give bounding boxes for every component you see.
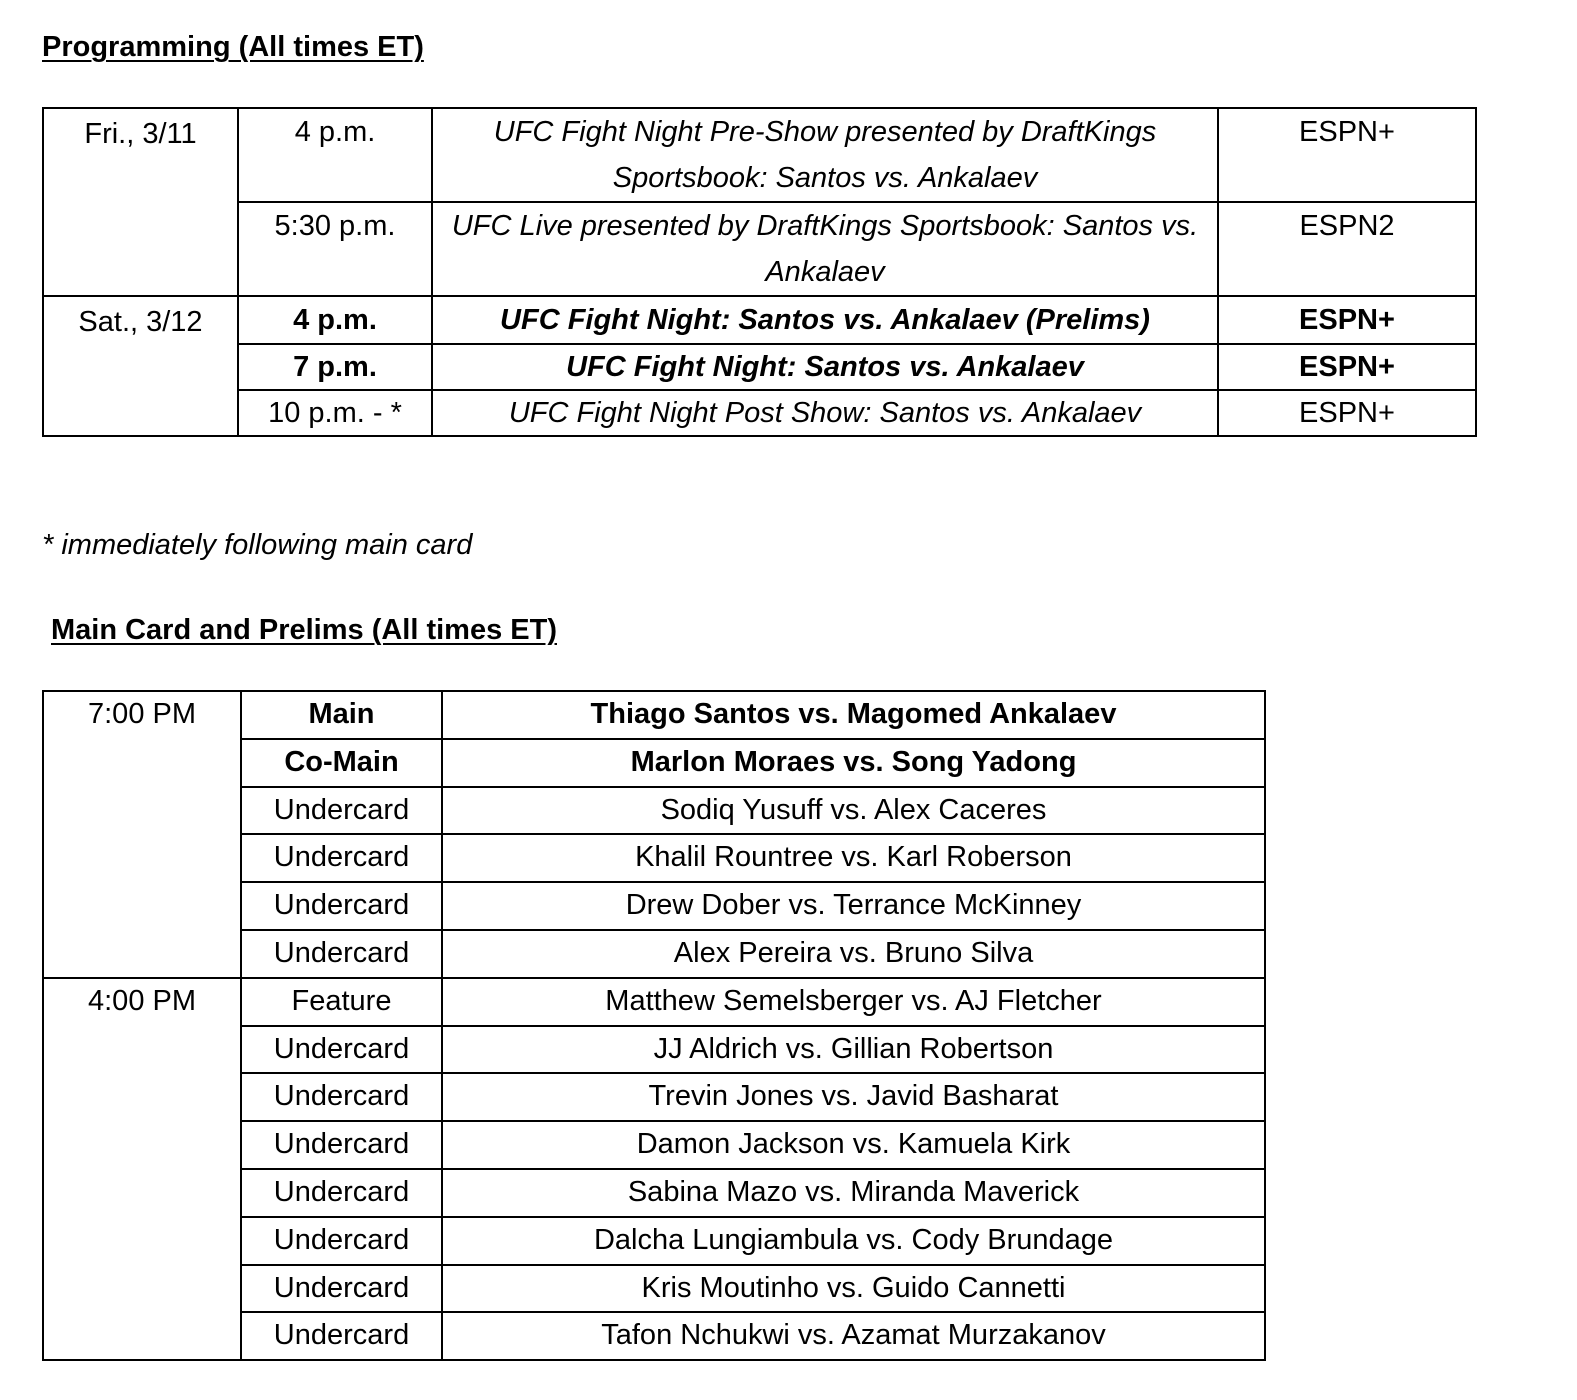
bout-cell: Trevin Jones vs. Javid Basharat (442, 1073, 1265, 1121)
time-cell: 5:30 p.m. (238, 202, 432, 296)
bout-cell: Alex Pereira vs. Bruno Silva (442, 930, 1265, 978)
group-time-cell: 4:00 PM (43, 978, 241, 1360)
main-card-heading: Main Card and Prelims (All times ET) (51, 614, 557, 646)
position-cell: Undercard (241, 1169, 442, 1217)
day-cell: Fri., 3/11 (43, 108, 238, 296)
bout-cell: Thiago Santos vs. Magomed Ankalaev (442, 691, 1265, 739)
position-cell: Main (241, 691, 442, 739)
bout-row (43, 691, 1265, 739)
bout-cell: Marlon Moraes vs. Song Yadong (442, 739, 1265, 787)
network-cell: ESPN+ (1218, 390, 1476, 436)
network-cell: ESPN+ (1218, 296, 1476, 344)
group-time-cell: 7:00 PM (43, 691, 241, 978)
position-cell: Feature (241, 978, 442, 1026)
position-cell: Undercard (241, 1312, 442, 1360)
position-cell: Undercard (241, 834, 442, 882)
program-cell: UFC Fight Night Post Show: Santos vs. Ankalaev (432, 390, 1218, 436)
programming-row (43, 202, 1476, 296)
position-cell: Undercard (241, 1217, 442, 1265)
bout-cell: Kris Moutinho vs. Guido Cannetti (442, 1265, 1265, 1313)
network-cell: ESPN+ (1218, 344, 1476, 390)
time-cell: 4 p.m. (238, 296, 432, 344)
position-cell: Undercard (241, 1121, 442, 1169)
bout-cell: Tafon Nchukwi vs. Azamat Murzakanov (442, 1312, 1265, 1360)
time-cell: 10 p.m. - * (238, 390, 432, 436)
position-cell: Undercard (241, 882, 442, 930)
program-cell: UFC Live presented by DraftKings Sportsbook: Santos vs. Ankalaev (432, 202, 1218, 296)
position-cell: Undercard (241, 787, 442, 835)
bout-cell: Sabina Mazo vs. Miranda Maverick (442, 1169, 1265, 1217)
network-cell: ESPN+ (1218, 108, 1476, 202)
position-cell: Undercard (241, 930, 442, 978)
bout-cell: Dalcha Lungiambula vs. Cody Brundage (442, 1217, 1265, 1265)
bout-cell: Khalil Rountree vs. Karl Roberson (442, 834, 1265, 882)
programming-heading: Programming (All times ET) (42, 31, 424, 63)
time-cell: 7 p.m. (238, 344, 432, 390)
day-cell: Sat., 3/12 (43, 296, 238, 436)
position-cell: Undercard (241, 1265, 442, 1313)
time-cell: 4 p.m. (238, 108, 432, 202)
programming-row (43, 296, 1476, 344)
position-cell: Undercard (241, 1073, 442, 1121)
programming-row (43, 344, 1476, 390)
programming-row (43, 108, 1476, 202)
bout-cell: JJ Aldrich vs. Gillian Robertson (442, 1026, 1265, 1074)
bout-cell: Damon Jackson vs. Kamuela Kirk (442, 1121, 1265, 1169)
bout-row (43, 978, 1265, 1026)
position-cell: Co-Main (241, 739, 442, 787)
footnote: * immediately following main card (42, 529, 473, 561)
programming-table (42, 107, 1477, 437)
program-cell: UFC Fight Night Pre-Show presented by DraftKings Sportsbook: Santos vs. Ankalaev (432, 108, 1218, 202)
program-cell: UFC Fight Night: Santos vs. Ankalaev (Prelims) (432, 296, 1218, 344)
program-cell: UFC Fight Night: Santos vs. Ankalaev (432, 344, 1218, 390)
position-cell: Undercard (241, 1026, 442, 1074)
bout-cell: Matthew Semelsberger vs. AJ Fletcher (442, 978, 1265, 1026)
bout-cell: Sodiq Yusuff vs. Alex Caceres (442, 787, 1265, 835)
bout-cell: Drew Dober vs. Terrance McKinney (442, 882, 1265, 930)
programming-row (43, 390, 1476, 436)
fight-card-table (42, 690, 1266, 1361)
network-cell: ESPN2 (1218, 202, 1476, 296)
